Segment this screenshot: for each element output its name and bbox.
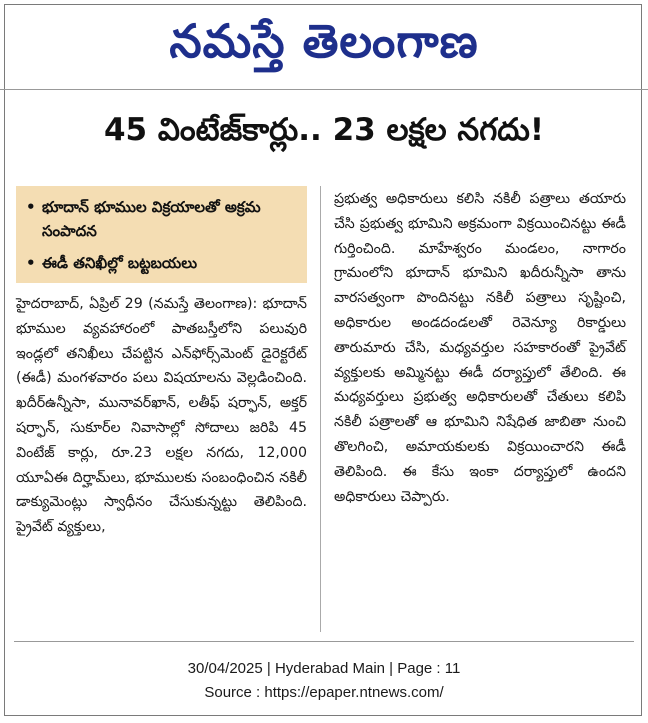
footer-divider (14, 641, 634, 642)
bullet-icon: • (26, 198, 36, 216)
bullet-icon: • (26, 254, 36, 272)
article-body-left-column: హైదరాబాద్, ఏప్రిల్ 29 (నమస్తే తెలంగాణ): భూదాన్ భూముల వ్యవహారంలో పాతబస్తీలోని పలువురి ఇండ్లలో తనిఖీలు చేపట్టిన ఎన్‌ఫోర్స్‌మెంట్ డైరెక్టరేట్ (ఈడీ) మంగళవారం పలు విషయాలను వెల్లడించింది. ఖదీర్‌ఉన్నీసా, మునావర్‌ఖాన్, లతీఫ్ షర్ఫాన్, అక్తర్ షర్ఫాన్, సుకూర్‌ల నివాసాల్లో సోదాలు జరిపి 45 వింటేజ్ కార్లు, రూ.23 లక్షల నగదు, 12,000 యూఏఈ దిర్హామ్‌లు, భూములకు సంబంధించిన నకిలీ డాక్యుమెంట్లు స్వాధీనం చేసుకున్నట్టు తెలిపింది. ప్రైవేట్ వ్యక్తులు, (16, 296, 307, 536)
article-body-right-column: ప్రభుత్వ అధికారులు కలిసి నకిలీ పత్రాలు తయారు చేసి ప్రభుత్వ భూమిని అక్రమంగా విక్రయించినట్టు ఈడీ గుర్తించింది. మాహేశ్వరం మండలం, నాగారం గ్రామంలోని భూదాన్ భూమిని ఖదీరున్నీసా తాను వారసత్వంగా పొందినట్టు నకిలీ పత్రాలు సృష్టించి, అధికారుల అండదండలతో రెవెన్యూ రికార్డులు తారుమారు చేసి, మధ్యవర్తుల సహకారంతో ప్రైవేట్ వ్యక్తులకు అమ్మినట్టు ఈడీ దర్యాప్తులో తేలింది. ఈ మధ్యవర్తులు ప్రభుత్వ అధికారులతో చేతులు కలిపి నకిలీ పత్రాలతో ఆ భూమిని నిషేధిత జాబితా నుంచి తొలగించి, అమాయకులకు విక్రయించారని ఈడీ తెలిపింది. ఈ కేసు ఇంకా దర్యాప్తులో ఉందని అధికారులు చెప్పారు. (334, 191, 626, 505)
newspaper-masthead: నమస్తే తెలంగాణ (169, 14, 479, 68)
highlight-text: ఈడీ తనిఖీల్లో బట్టబయలు (42, 254, 198, 272)
masthead-divider (0, 89, 648, 90)
highlight-item (16, 251, 307, 275)
highlights-box (16, 186, 307, 283)
edition-info: 30/04/2025 | Hyderabad Main | Page : 11 (187, 660, 461, 677)
highlight-text: భూదాన్ భూముల విక్రయాలతో అక్రమ సంపాదన (42, 198, 261, 240)
column-divider (320, 186, 321, 632)
article-headline: 45 వింటేజ్‌కార్లు.. 23 లక్షల నగదు! (103, 112, 545, 148)
highlight-item (16, 195, 307, 243)
source-link[interactable]: Source : https://epaper.ntnews.com/ (204, 684, 444, 701)
